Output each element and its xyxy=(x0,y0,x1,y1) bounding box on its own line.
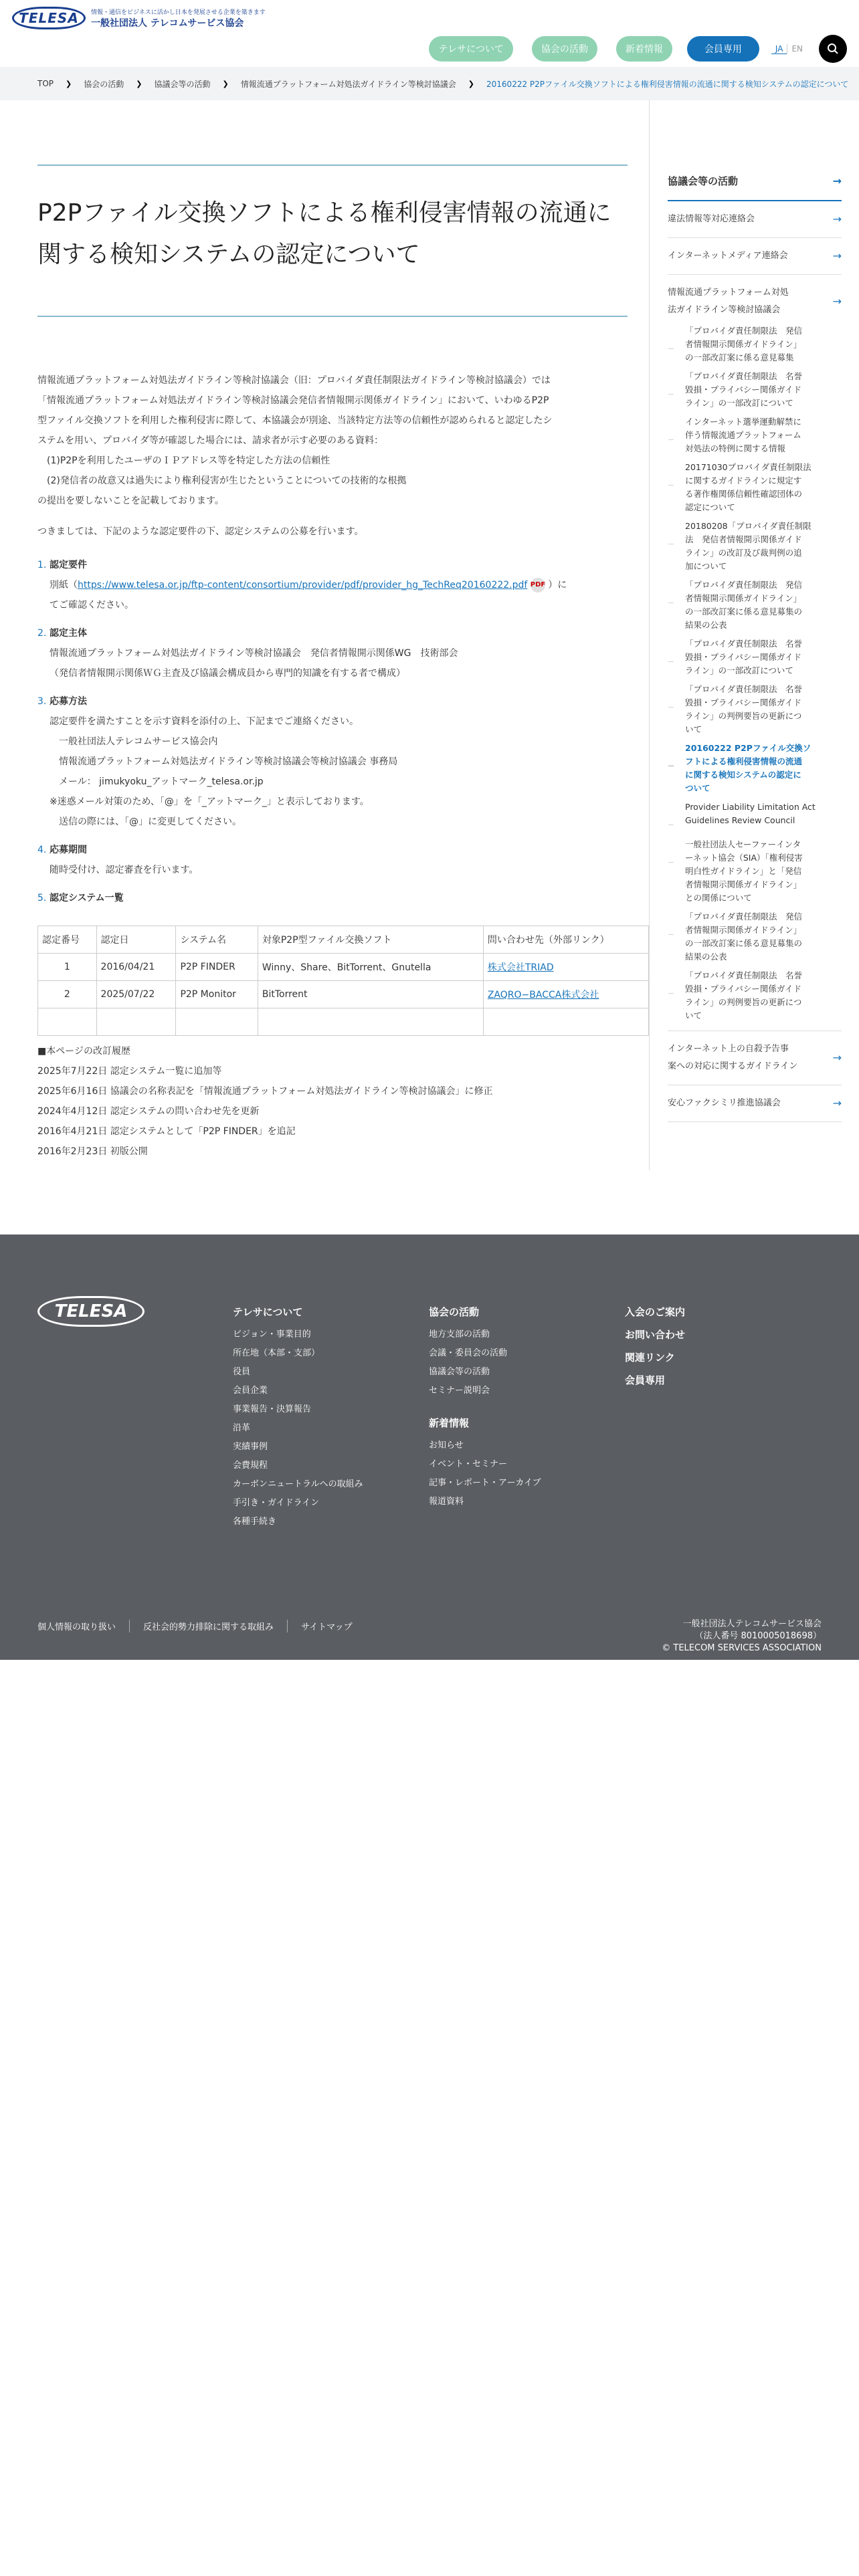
sidebar-item-facsimile[interactable]: 安心ファクシミリ推進協議会 → xyxy=(668,1085,842,1122)
footer-link[interactable]: 会議・委員会の活動 xyxy=(429,1348,508,1358)
chevron-right-icon: ❯ xyxy=(136,79,142,88)
notice-text: つきましては、下記のような認定要件の下、認定システムの公募を行います。 xyxy=(37,526,364,537)
sidebar-item-illegal-info[interactable]: 違法情報等対応連絡会 → xyxy=(668,201,842,238)
arrow-right-icon: → xyxy=(832,1051,842,1064)
footer-link[interactable]: 役員 xyxy=(233,1367,251,1377)
requirements-list xyxy=(37,555,628,908)
footer-col-activities xyxy=(429,1303,541,1511)
logo-org-name: 一般社団法人 テレコムサービス協会 xyxy=(91,17,244,29)
footer-related-links[interactable]: 関連リンク xyxy=(625,1352,675,1364)
copyright: 一般社団法人テレコムサービス協会 （法人番号 8010005018698） © TELECOM SERVICES ASSOCIATION xyxy=(662,1619,822,1653)
arrow-right-icon: → xyxy=(832,1097,842,1109)
list-item: 4. 応募期間 随時受付け、認定審査を行います。 xyxy=(37,840,628,880)
revision-history: ■本ページの改訂履歴 2025年7月22日 認定システム一覧に追加等 2025年6月16日 協議会の名称表記を「情報流通プラットフォーム対処法ガイドライン等検討協議会」に修正 2024年4月12日 認定システムの問い合わせ先を更新 2016年4月21日 認定システムとして「P2P FINDER」を追記 2016年2月23日 初版公開 xyxy=(37,1046,493,1157)
breadcrumb-activities[interactable]: 協会の活動 xyxy=(84,79,124,89)
search-icon xyxy=(827,43,839,55)
footer-join[interactable]: 入会のご案内 xyxy=(625,1306,686,1318)
sidebar-sub-list xyxy=(668,322,842,1025)
footer-link[interactable]: 実績事例 xyxy=(233,1442,268,1452)
dash-icon: － xyxy=(668,932,674,939)
footer-link[interactable]: ビジョン・事業目的 xyxy=(233,1329,311,1339)
sidebar-item-suicide-guideline[interactable]: インターネット上の自殺予告事 案への対応に関するガイドライン → xyxy=(668,1031,842,1085)
footer-heading[interactable]: テレサについて xyxy=(233,1306,303,1318)
arrow-right-icon: → xyxy=(832,295,842,308)
footer-contact[interactable]: お問い合わせ xyxy=(625,1329,686,1341)
step-heading: 認定主体 xyxy=(50,628,87,639)
dash-icon: － xyxy=(668,541,674,548)
footer-link[interactable]: 各種手続き xyxy=(233,1517,277,1527)
footer-link[interactable]: 協議会等の活動 xyxy=(429,1367,490,1377)
search-button[interactable] xyxy=(819,35,847,63)
footer-link[interactable]: 所在地（本部・支部） xyxy=(233,1348,320,1358)
pdf-icon: PDF xyxy=(531,578,545,593)
footer-link[interactable]: セミナー説明会 xyxy=(429,1386,490,1396)
arrow-right-icon: → xyxy=(832,249,842,262)
language-switch xyxy=(771,44,807,54)
list-item: 2. 認定主体 情報流通プラットフォーム対処法ガイドライン等検討協議会 発信者情報開示関係WG 技術部会 （発信者情報開示関係ＷＧ主査及び協議会構成員から専門的知識を有する者で構成） xyxy=(37,623,628,683)
step-heading: 認定システム一覧 xyxy=(50,893,124,903)
footer-heading[interactable]: 協会の活動 xyxy=(429,1306,480,1318)
requirements-pdf-link[interactable]: https://www.telesa.or.jp/ftp-content/consortium/provider/pdf/provider_hg_TechReq20160222.pdf xyxy=(78,580,528,591)
dash-icon: － xyxy=(668,822,674,829)
contact-link-triad[interactable]: 株式会社TRIAD xyxy=(487,962,554,973)
dash-icon: － xyxy=(668,600,674,607)
nav-activities[interactable]: 協会の活動 xyxy=(532,36,597,62)
global-nav xyxy=(410,35,847,63)
dash-icon: － xyxy=(668,859,674,867)
table-header-row: 認定番号 認定日 システム名 対象P2P型ファイル交換ソフト 問い合わせ先（外部リンク） xyxy=(38,926,649,954)
dash-icon: － xyxy=(668,659,674,666)
contact-link-zaqro[interactable]: ZAQRO−BACCA株式会社 xyxy=(487,990,599,1000)
sidebar-sub-item[interactable]: － 20180208「プロバイダ責任制限 法 発信者情報開示関係ガイド ライン」の改訂及び裁判例の追 加について xyxy=(668,517,842,576)
sidebar-sub-item[interactable]: － 20160222 P2Pファイル交換ソ フトによる権利侵害情報の流通 に関する検知システムの認定に ついて xyxy=(668,739,842,798)
nav-about[interactable]: テレサについて xyxy=(429,36,512,62)
footer-col-links xyxy=(625,1303,685,1394)
table-row: 1 2016/04/21 P2P FINDER Winny、Share、BitTorrent、Gnutella 株式会社TRIAD xyxy=(38,954,649,981)
breadcrumb-top[interactable]: TOP xyxy=(37,79,54,88)
telesa-logo-mark: TELESA xyxy=(12,7,86,29)
antisocial-link[interactable]: 反社会的勢力排除に関する取組み xyxy=(129,1620,287,1632)
footer-heading[interactable]: 新着情報 xyxy=(429,1417,470,1429)
footer-logo[interactable]: TELESA xyxy=(37,1296,145,1327)
sidebar-sub-item[interactable]: － 「プロバイダ責任制限法 発信 者情報開示関係ガイドライン」 の一部改訂案に係る意見募集 xyxy=(668,322,842,367)
footer-link[interactable]: お知らせ xyxy=(429,1440,464,1451)
lang-en[interactable]: EN xyxy=(787,44,807,54)
dash-icon: － xyxy=(668,704,674,712)
footer-member-only[interactable]: 会員専用 xyxy=(625,1374,666,1386)
footer-link[interactable]: 手引き・ガイドライン xyxy=(233,1498,320,1508)
footer-col-about xyxy=(233,1303,363,1531)
footer-link[interactable]: 沿革 xyxy=(233,1423,251,1433)
footer-link[interactable]: 記事・レポート・アーカイブ xyxy=(429,1478,541,1488)
site-logo[interactable] xyxy=(12,7,266,29)
chevron-right-icon: ❯ xyxy=(468,79,475,88)
intro-text: 情報流通プラットフォーム対処法ガイドライン等検討協議会（旧：プロバイダ責任制限法ガイドライン等検討協議会）では 「情報流通プラットフォーム対処法ガイドライン等検討協議会発信者情報開示関係ガイドライン」において、いわゆるP2P 型ファイル交換ソフトを利用した権利侵害に際して、本協議会が別途、当該特定方法等の信頼性が認められると認定したシ ステムを用い、プロバイダ等が確認した場合には、請求者が示す必要のある資料： (1)P2Pを利用したユーザのＩＰアドレス等を特定した方法の信頼性 (2)発信者の故意又は過失により権利侵害が生じたということについての技術的な根拠 の提出を要しないことを記載しております。 xyxy=(37,375,553,506)
chevron-right-icon: ❯ xyxy=(222,79,229,88)
sidebar-sub-item[interactable]: － Provider Liability Limitation Act Guidelines Review Council xyxy=(668,798,842,835)
sidebar-sub-item[interactable]: － 20171030プロバイダ責任制限法 に関するガイドラインに規定す る著作権関係信頼性確認団体の 認定について xyxy=(668,458,842,517)
privacy-link[interactable]: 個人情報の取り扱い xyxy=(37,1622,116,1632)
footer-bottom-links xyxy=(37,1620,366,1632)
footer-link[interactable]: 地方支部の活動 xyxy=(429,1329,490,1339)
sidebar-sub-item[interactable]: － 「プロバイダ責任制限法 名誉 毀損・プライバシー関係ガイド ライン」の判例要旨の更新につ いて xyxy=(668,680,842,739)
member-only-button[interactable]: 会員専用 xyxy=(687,36,759,62)
dash-icon: － xyxy=(668,346,674,353)
footer-link[interactable]: 会員企業 xyxy=(233,1386,268,1396)
breadcrumb-council-activities[interactable]: 協議会等の活動 xyxy=(154,79,211,89)
list-item: 5. 認定システム一覧 xyxy=(37,888,628,908)
sidebar-sub-item[interactable]: － 「プロバイダ責任制限法 発信 者情報開示関係ガイドライン」 の一部改訂案に係る意見募集の 結果の公表 xyxy=(668,576,842,635)
sidebar-sub-item[interactable]: － 「プロバイダ責任制限法 名誉 毀損・プライバシー関係ガイド ライン」の判例要旨の更新につ いて xyxy=(668,966,842,1025)
site-footer xyxy=(0,1235,859,1660)
sidebar-item-internet-media[interactable]: インターネットメディア連絡会 → xyxy=(668,238,842,275)
dash-icon: － xyxy=(668,990,674,998)
footer-link[interactable]: イベント・セミナー xyxy=(429,1459,508,1469)
page-title: P2Pファイル交換ソフトによる権利侵害情報の流通に 関する検知システムの認定について xyxy=(37,199,611,268)
sitemap-link[interactable]: サイトマップ xyxy=(287,1620,366,1632)
chevron-right-icon: ❯ xyxy=(66,79,72,88)
dash-icon: － xyxy=(668,391,674,399)
sidebar-sub-item[interactable]: － 「プロバイダ責任制限法 名誉 毀損・プライバシー関係ガイド ライン」の一部改訂について xyxy=(668,635,842,680)
certified-systems-table xyxy=(37,926,649,1036)
list-item: 1. 認定要件 別紙（https://www.telesa.or.jp/ftp-content/consortium/provider/pdf/provider_hg_TechReq20160222.pdf PDF ）に てご確認ください。 xyxy=(37,555,628,615)
step-heading: 認定要件 xyxy=(50,560,87,570)
footer-link[interactable]: 事業報告・決算報告 xyxy=(233,1404,312,1414)
sidebar-sub-item[interactable]: － 「プロバイダ責任制限法 名誉 毀損・プライバシー関係ガイド ライン」の一部改訂について xyxy=(668,367,842,413)
dash-icon: － xyxy=(668,437,674,444)
logo-tagline: 情報・通信をビジネスに活かし日本を発展させる企業を築きます xyxy=(91,9,266,16)
sidebar-heading[interactable]: 協議会等の活動 → xyxy=(668,174,842,201)
breadcrumb xyxy=(0,67,859,100)
breadcrumb-guideline-council[interactable]: 情報流通プラットフォーム対処法ガイドライン等検討協議会 xyxy=(240,79,456,89)
lang-ja[interactable]: JA xyxy=(771,44,787,54)
step-heading: 応募期間 xyxy=(50,845,87,855)
dash-icon: － xyxy=(668,482,674,490)
breadcrumb-current: 20160222 P2Pファイル交換ソフトによる権利侵害情報の流通に関する検知システムの認定について xyxy=(486,79,849,89)
site-header xyxy=(0,0,859,67)
table-row: 2 2025/07/22 P2P Monitor BitTorrent ZAQRO−BACCA株式会社 xyxy=(38,981,649,1008)
main-content xyxy=(0,100,649,1170)
sidebar-sub-item[interactable]: － 一般社団法人セーファーインタ ーネット協会（SIA）「権利侵害 明白性ガイドライン」と「発信 者情報開示関係ガイドライン」 との関係について xyxy=(668,835,842,907)
dash-icon: － xyxy=(668,763,674,770)
sidebar-sub-item[interactable]: － 「プロバイダ責任制限法 発信 者情報開示関係ガイドライン」 の一部改訂案に係る意見募集の 結果の公表 xyxy=(668,907,842,966)
sidebar-item-guideline-council[interactable]: 情報流通プラットフォーム対処 法ガイドライン等検討協議会 → xyxy=(668,288,842,315)
sidebar xyxy=(649,100,859,1170)
arrow-right-icon: → xyxy=(832,213,842,225)
footer-link[interactable]: カーボンニュートラルへの取組み xyxy=(233,1479,363,1489)
step-heading: 応募方法 xyxy=(50,696,87,707)
arrow-right-icon: → xyxy=(832,175,842,187)
list-item: 3. 応募方法 認定要件を満たすことを示す資料を添付の上、下記までご連絡ください。 一般社団法人テレコムサービス協会内 情報流通プラットフォーム対処法ガイドライン等検討協議会等検討協議会 事務局 メール： jimukyoku_アットマーク_telesa.or.jp ※迷惑メール対策のため、「@」を「_アットマーク_」と表示しております。 送信の際には、「@」に変更してください。 xyxy=(37,691,628,832)
nav-news[interactable]: 新着情報 xyxy=(616,36,672,62)
footer-link[interactable]: 報道資料 xyxy=(429,1497,464,1507)
table-row xyxy=(38,1008,649,1036)
footer-link[interactable]: 会費規程 xyxy=(233,1461,268,1471)
sidebar-sub-item[interactable]: － インターネット選挙運動解禁に 伴う情報流通プラットフォーム 対処法の特例に関する情報 xyxy=(668,413,842,458)
page-title-box xyxy=(37,165,628,317)
